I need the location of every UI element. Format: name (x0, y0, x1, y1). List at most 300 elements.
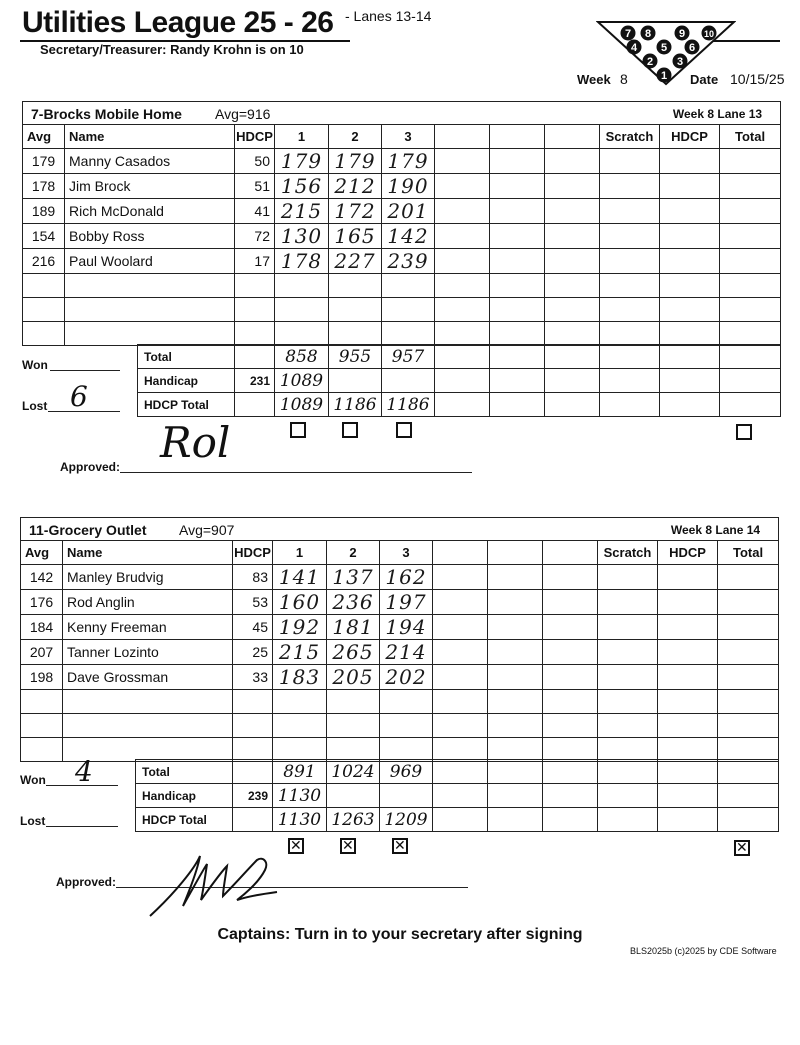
team1-handicap-value: 231 (235, 369, 275, 393)
player-avg: 178 (23, 174, 65, 199)
empty-cell (543, 665, 598, 690)
player-hdcp: 72 (235, 224, 275, 249)
handicap-label: Handicap (136, 784, 233, 808)
col-avg: Avg (21, 541, 63, 565)
empty-cell (490, 274, 545, 298)
pin-number: 5 (660, 42, 668, 54)
team2-hdcp-total-g3: 1209 (380, 808, 433, 832)
player-game3 (382, 274, 435, 298)
empty-cell (658, 565, 718, 590)
team1-avg: Avg=916 (215, 106, 271, 122)
player-game2 (327, 738, 380, 762)
empty-cell (658, 615, 718, 640)
col-game1: 1 (275, 125, 329, 149)
empty-cell (598, 640, 658, 665)
pin-number: 6 (688, 42, 696, 54)
player-avg: 198 (21, 665, 63, 690)
player-hdcp (233, 714, 273, 738)
player-game3: 202 (380, 665, 433, 690)
empty-cell (435, 274, 490, 298)
empty-cell (660, 149, 720, 174)
player-row (23, 199, 781, 224)
empty-cell (488, 665, 543, 690)
player-name: Tanner Lozinto (63, 640, 233, 665)
player-row (21, 590, 779, 615)
team1-name: 7-Brocks Mobile Home (31, 106, 182, 122)
empty-cell (543, 615, 598, 640)
date-value: 10/15/25 (730, 71, 785, 87)
empty-cell (433, 590, 488, 615)
player-row (23, 322, 781, 346)
player-game2: 205 (327, 665, 380, 690)
player-game3: 162 (380, 565, 433, 590)
empty-cell (435, 174, 490, 199)
empty-cell (660, 199, 720, 224)
team2-lost-line (46, 826, 118, 827)
team1-hdcp-total-g1: 1089 (275, 393, 329, 417)
empty-cell (598, 590, 658, 615)
team1-total-g2: 955 (329, 345, 382, 369)
empty-cell (598, 665, 658, 690)
empty-cell (433, 738, 488, 762)
empty-cell (720, 298, 781, 322)
empty-cell (545, 274, 600, 298)
handicap-label: Handicap (138, 369, 235, 393)
player-name (65, 274, 235, 298)
empty-cell (488, 714, 543, 738)
player-name: Paul Woolard (65, 249, 235, 274)
empty-cell (598, 565, 658, 590)
player-name: Kenny Freeman (63, 615, 233, 640)
pin-number: 8 (644, 28, 652, 40)
team2-signature (145, 848, 285, 920)
player-name: Manley Brudvig (63, 565, 233, 590)
team2-handicap-value: 239 (233, 784, 273, 808)
player-game2 (327, 714, 380, 738)
col-game1: 1 (273, 541, 327, 565)
player-row (23, 149, 781, 174)
empty-cell (660, 298, 720, 322)
team1-approved-line (120, 472, 472, 473)
empty-cell (490, 199, 545, 224)
player-game1: 215 (273, 640, 327, 665)
col-name: Name (63, 541, 233, 565)
player-name (63, 714, 233, 738)
player-game2: 236 (327, 590, 380, 615)
team2-handicap-g1: 1130 (273, 784, 327, 808)
league-title: Utilities League 25 - 26 (22, 6, 334, 39)
empty-cell (658, 640, 718, 665)
col-total: Total (718, 541, 779, 565)
empty-cell (490, 174, 545, 199)
empty-cell (435, 149, 490, 174)
pin-number: 1 (660, 70, 668, 82)
team1-lost-label: Lost (22, 399, 48, 413)
empty-cell (490, 224, 545, 249)
player-game2 (329, 298, 382, 322)
empty-cell (545, 322, 600, 346)
week-label: Week (577, 72, 611, 87)
col-name: Name (65, 125, 235, 149)
player-game2: 179 (329, 149, 382, 174)
col-hdcp: HDCP (233, 541, 273, 565)
player-name (65, 298, 235, 322)
player-game2 (329, 322, 382, 346)
player-hdcp (233, 738, 273, 762)
empty-cell (433, 615, 488, 640)
team1-total-g1: 858 (275, 345, 329, 369)
team2-total-g3: 969 (380, 760, 433, 784)
player-game3 (380, 690, 433, 714)
empty-cell (545, 174, 600, 199)
player-row (23, 274, 781, 298)
player-game1: 215 (275, 199, 329, 224)
hdcp-total-label: HDCP Total (136, 808, 233, 832)
team1-hdcp-total-row (138, 393, 781, 417)
empty-cell (543, 714, 598, 738)
player-avg: 179 (23, 149, 65, 174)
team1-won-line (50, 370, 120, 371)
col-game2: 2 (329, 125, 382, 149)
empty-cell (600, 298, 660, 322)
player-name: Rod Anglin (63, 590, 233, 615)
empty-cell (718, 590, 779, 615)
empty-cell (433, 665, 488, 690)
player-avg (23, 298, 65, 322)
pin-number: 2 (646, 56, 654, 68)
team1-title-row (23, 102, 781, 125)
player-hdcp: 25 (233, 640, 273, 665)
empty-cell (600, 249, 660, 274)
team2-checkbox-g3[interactable] (392, 838, 408, 854)
empty-cell (545, 149, 600, 174)
empty-cell (720, 224, 781, 249)
player-avg: 184 (21, 615, 63, 640)
empty-cell (658, 738, 718, 762)
player-hdcp (235, 274, 275, 298)
team2-lost-label: Lost (20, 814, 46, 828)
pin-number: 4 (630, 42, 638, 54)
empty-cell (545, 199, 600, 224)
pin-number: 7 (624, 28, 632, 40)
player-hdcp: 17 (235, 249, 275, 274)
empty-cell (490, 249, 545, 274)
player-game2 (327, 690, 380, 714)
empty-cell (600, 274, 660, 298)
player-hdcp: 33 (233, 665, 273, 690)
date-label: Date (690, 72, 719, 87)
empty-cell (433, 640, 488, 665)
empty-cell (720, 174, 781, 199)
team2-total-row (136, 760, 779, 784)
empty-cell (658, 690, 718, 714)
player-avg: 216 (23, 249, 65, 274)
player-game1: 183 (273, 665, 327, 690)
team1-header-row (23, 125, 781, 149)
empty-cell (720, 199, 781, 224)
player-name: Jim Brock (65, 174, 235, 199)
player-row (21, 665, 779, 690)
empty-cell (488, 590, 543, 615)
team1-totals (137, 344, 781, 417)
team2-total-g1: 891 (273, 760, 327, 784)
team2-checkbox-g1[interactable] (288, 838, 304, 854)
col-scratch: Scratch (598, 541, 658, 565)
player-avg: 189 (23, 199, 65, 224)
player-game3: 201 (382, 199, 435, 224)
empty-cell (718, 690, 779, 714)
empty-cell (543, 640, 598, 665)
team1-approved-label: Approved: (60, 460, 120, 474)
empty-cell (718, 714, 779, 738)
empty-cell (433, 714, 488, 738)
empty-cell (660, 224, 720, 249)
player-row (23, 249, 781, 274)
team2-hdcp-total-g1: 1130 (273, 808, 327, 832)
empty-cell (545, 249, 600, 274)
empty-cell (435, 224, 490, 249)
team2-week-lane: Week 8 Lane 14 (670, 523, 761, 537)
team2-header-row (21, 541, 779, 565)
empty-cell (658, 590, 718, 615)
player-game2: 212 (329, 174, 382, 199)
player-avg: 207 (21, 640, 63, 665)
empty-cell (658, 665, 718, 690)
player-game3 (380, 738, 433, 762)
player-hdcp: 83 (233, 565, 273, 590)
player-game3: 179 (382, 149, 435, 174)
player-game1 (273, 714, 327, 738)
player-name (63, 690, 233, 714)
team2-avg: Avg=907 (179, 522, 235, 538)
empty-cell (660, 322, 720, 346)
player-name: Rich McDonald (65, 199, 235, 224)
player-name: Bobby Ross (65, 224, 235, 249)
empty-cell (720, 274, 781, 298)
player-game1: 141 (273, 565, 327, 590)
player-avg (21, 714, 63, 738)
team1-lost-value: 6 (70, 380, 88, 413)
empty-cell (718, 665, 779, 690)
empty-cell (658, 714, 718, 738)
team1-scoresheet (22, 101, 781, 346)
team2-hdcp-total-g2: 1263 (327, 808, 380, 832)
empty-cell (488, 738, 543, 762)
team2-won-value: 4 (75, 755, 93, 788)
empty-cell (718, 615, 779, 640)
team2-checkbox-g2[interactable] (340, 838, 356, 854)
col-total: Total (720, 125, 781, 149)
player-row (23, 174, 781, 199)
player-game3: 239 (382, 249, 435, 274)
empty-cell (600, 174, 660, 199)
player-avg (21, 738, 63, 762)
empty-cell (720, 249, 781, 274)
team1-hdcp-total-g3: 1186 (382, 393, 435, 417)
player-hdcp: 45 (233, 615, 273, 640)
empty-cell (543, 590, 598, 615)
empty-cell (490, 149, 545, 174)
team1-handicap-row (138, 369, 781, 393)
empty-cell (598, 738, 658, 762)
week-value: 8 (620, 71, 628, 87)
player-game2: 265 (327, 640, 380, 665)
team1-week-lane: Week 8 Lane 13 (672, 107, 763, 121)
player-game3: 214 (380, 640, 433, 665)
empty-cell (718, 640, 779, 665)
total-label: Total (136, 760, 233, 784)
player-game1 (275, 298, 329, 322)
team2-approved-label: Approved: (56, 875, 116, 889)
team2-players (21, 565, 779, 762)
player-avg: 176 (21, 590, 63, 615)
empty-cell (600, 224, 660, 249)
team1-signature: Rol (160, 418, 231, 467)
col-scratch: Scratch (600, 125, 660, 149)
team2-handicap-row (136, 784, 779, 808)
empty-cell (435, 199, 490, 224)
empty-cell (600, 199, 660, 224)
player-game2 (329, 274, 382, 298)
team1-handicap-g1: 1089 (275, 369, 329, 393)
player-hdcp: 51 (235, 174, 275, 199)
player-hdcp: 50 (235, 149, 275, 174)
empty-cell (490, 322, 545, 346)
team1-total-row (138, 345, 781, 369)
team2-checkbox-total[interactable] (734, 840, 750, 856)
player-row (21, 615, 779, 640)
player-avg (23, 274, 65, 298)
team2-totals (135, 759, 779, 832)
empty-cell (488, 615, 543, 640)
player-row (21, 690, 779, 714)
empty-cell (435, 249, 490, 274)
player-name: Manny Casados (65, 149, 235, 174)
empty-cell (435, 298, 490, 322)
player-hdcp (235, 322, 275, 346)
pin-number: 10 (703, 29, 715, 39)
player-game3 (382, 322, 435, 346)
player-row (23, 224, 781, 249)
empty-cell (545, 298, 600, 322)
empty-cell (598, 690, 658, 714)
player-game3: 194 (380, 615, 433, 640)
empty-cell (545, 224, 600, 249)
player-name (65, 322, 235, 346)
player-game2: 137 (327, 565, 380, 590)
player-hdcp: 53 (233, 590, 273, 615)
empty-cell (720, 149, 781, 174)
player-game3: 142 (382, 224, 435, 249)
pin-number: 9 (678, 28, 686, 40)
col-hdcp-total: HDCP (658, 541, 718, 565)
team1-hdcp-total-g2: 1186 (329, 393, 382, 417)
team2-name: 11-Grocery Outlet (29, 522, 147, 538)
empty-cell (660, 249, 720, 274)
col-hdcp-total: HDCP (660, 125, 720, 149)
pin-number: 3 (676, 56, 684, 68)
team2-won-label: Won (20, 773, 46, 787)
col-hdcp: HDCP (235, 125, 275, 149)
player-row (21, 714, 779, 738)
player-row (21, 565, 779, 590)
team1-checkbox-g2[interactable] (342, 422, 358, 438)
col-game3: 3 (382, 125, 435, 149)
empty-cell (543, 738, 598, 762)
col-game3: 3 (380, 541, 433, 565)
captions-instruction: Captains: Turn in to your secretary after signing (217, 926, 583, 943)
player-row (23, 298, 781, 322)
team1-checkbox-g1[interactable] (290, 422, 306, 438)
empty-cell (490, 298, 545, 322)
team2-scoresheet (20, 517, 779, 762)
player-game3 (380, 714, 433, 738)
player-game3: 190 (382, 174, 435, 199)
team2-total-g2: 1024 (327, 760, 380, 784)
player-game1: 156 (275, 174, 329, 199)
team1-players (23, 149, 781, 346)
player-game1: 178 (275, 249, 329, 274)
player-avg (23, 322, 65, 346)
player-game1 (275, 274, 329, 298)
team2-hdcp-total-row (136, 808, 779, 832)
player-game1: 192 (273, 615, 327, 640)
empty-cell (488, 565, 543, 590)
copyright-note: BLS2025b (c)2025 by CDE Software (630, 946, 777, 956)
empty-cell (600, 322, 660, 346)
team1-checkbox-total[interactable] (736, 424, 752, 440)
player-hdcp: 41 (235, 199, 275, 224)
empty-cell (718, 565, 779, 590)
player-row (21, 738, 779, 762)
empty-cell (600, 149, 660, 174)
player-hdcp (233, 690, 273, 714)
player-game1 (273, 690, 327, 714)
empty-cell (543, 690, 598, 714)
player-row (21, 640, 779, 665)
player-avg: 142 (21, 565, 63, 590)
empty-cell (660, 174, 720, 199)
player-hdcp (235, 298, 275, 322)
player-game1 (275, 322, 329, 346)
empty-cell (543, 565, 598, 590)
empty-cell (660, 274, 720, 298)
player-name: Dave Grossman (63, 665, 233, 690)
player-game1 (273, 738, 327, 762)
player-game1: 160 (273, 590, 327, 615)
player-game2: 172 (329, 199, 382, 224)
empty-cell (598, 615, 658, 640)
col-game2: 2 (327, 541, 380, 565)
lanes-label: - Lanes 13-14 (345, 8, 432, 24)
total-label: Total (138, 345, 235, 369)
player-game3: 197 (380, 590, 433, 615)
team2-title-row (21, 518, 779, 541)
hdcp-total-label: HDCP Total (138, 393, 235, 417)
team1-checkbox-g3[interactable] (396, 422, 412, 438)
empty-cell (433, 565, 488, 590)
empty-cell (488, 690, 543, 714)
empty-cell (720, 322, 781, 346)
team1-total-g3: 957 (382, 345, 435, 369)
empty-cell (435, 322, 490, 346)
player-game3 (382, 298, 435, 322)
empty-cell (488, 640, 543, 665)
empty-cell (598, 714, 658, 738)
player-avg (21, 690, 63, 714)
empty-cell (718, 738, 779, 762)
empty-cell (433, 690, 488, 714)
